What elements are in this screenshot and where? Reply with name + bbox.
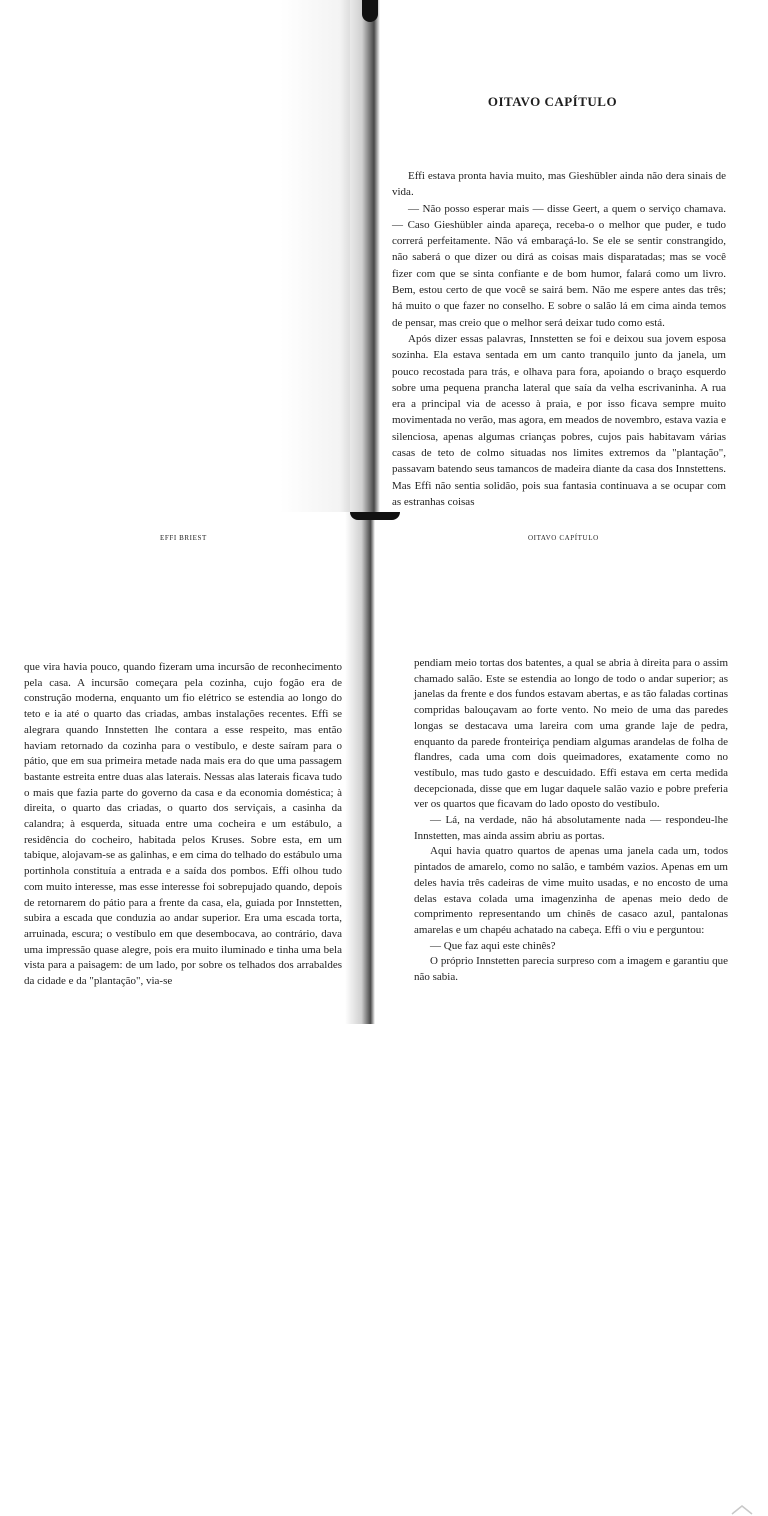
paragraph: O próprio Innstetten parecia surpreso com a imagem e garantiu que não sabia. [414, 955, 728, 984]
top-page-body [392, 168, 726, 510]
paragraph: Após dizer essas palavras, Innstetten se foi e deixou sua jovem esposa sozinha. Ela estava sentada em um canto tranquilo junto da janela, um pouco recostada para trás, e olhava para fora, apoiando o braço esquerdo sobre uma pequena prancha lateral que saía da velha escrivaninha. A rua era a principal via de acesso à praia, e por isso ficava sempre muito movimentada no verão, mas agora, em meados de novembro, estava vazia e silenciosa, apenas algumas crianças pobres, cujos pais habitavam várias casas de teto de colmo situadas nos limites extremos da "plantação", passavam batendo seus tamancos de madeira diante da casa dos Innstettens. Mas Effi não sentia solidão, pois sua fantasia continuava a se ocupar com as estranhas coisas [392, 332, 726, 508]
arrow-watermark-icon [730, 1504, 754, 1516]
paragraph: Effi estava pronta havia muito, mas Gieshübler ainda não dera sinais de vida. [392, 170, 726, 199]
left-page-body [24, 660, 342, 990]
paragraph: — Não posso esperar mais — disse Geert, a quem o serviço chamava. — Caso Gieshübler ainda apareça, receba-o o melhor que puder, e tudo correrá perfeitamente. Não vá embaraçá-lo. Se ele se sentir constrangido, não saberá o que dizer ou dirá as coisas mais disparatadas; mas se você fizer com que se sinta confiante e de bom humor, falará como um livro. Bem, estou certo de que você se sairá bem. Não me espere antes das três; há muito o que fazer no conselho. E sobre o salão lá em cima ainda temos de pensar, mas creio que o melhor será deixar tudo como está. [392, 202, 726, 329]
paragraph: Aqui havia quatro quartos de apenas uma janela cada um, todos pintados de amarelo, como no salão, e também vazios. Apenas em um deles havia três cadeiras de vime muito usadas, e no encosto de uma delas estava colada uma imagenzinha de apenas meio dedo de comprimento representando um chinês de casaco azul, pantalonas amarelas e um chapéu achatado na cabeça. Effi o viu e perguntou: [414, 845, 728, 936]
paragraph: — Lá, na verdade, não há absolutamente nada — respondeu-lhe Innstetten, mas ainda assim abriu as portas. [414, 814, 728, 842]
chapter-title: OITAVO CAPÍTULO [487, 94, 618, 109]
paragraph: — Que faz aqui este chinês? [430, 939, 556, 952]
paragraph: que vira havia pouco, quando fizeram uma incursão de reconhecimento pela casa. A incursão começara pela cozinha, cujo fogão era de construção moderna, enquanto um fio elétrico se estendia ao longo do teto e ia até o quarto das criadas, ambas instalações recentes. Effi se alegrara quando Innstetten lhe contara a esse respeito, mas então haviam retornado da cozinha para o vestíbulo, e deste saíram para o pátio, que em sua primeira metade nada mais era do que uma passagem bastante estreita entre duas alas laterais. Nessas alas laterais ficava tudo o mais que fazia parte do governo da casa e da economia doméstica; à direita, o quarto das criadas, o quarto dos serviçais, a casinha da calandra; à esquerda, situada entre uma cocheira e um estábulo, a residência do cocheiro, habitada pelos Kruses. Sobre esta, em um tabique, alojavam-se as galinhas, e em cima do telhado do estábulo uma portinhola constituía a entrada e a saída dos pombos. Effi olhou tudo com muito interesse, mas esse interesse foi sobrepujado quando, depois de retornarem do pátio para a frente da casa, ela, guiada por Innstetten, subira a escada que conduzia ao andar superior. Era uma escada torta, arruinada, escura; o vestíbulo em que desembocava, ao contrário, dava uma impressão quase alegre, pois era muito iluminado e tinha uma bela vista para a paisagem: de um lado, por sobre os telhados dos arrabaldes da cidade e da "plantação", via-se [24, 661, 342, 988]
top-book-spread [0, 0, 768, 512]
right-page-body [414, 656, 728, 986]
paragraph: pendiam meio tortas dos batentes, a qual se abria à direita para o assim chamado salão. Este se estendia ao longo de todo o andar superior; as janelas da frente e dos fundos estavam abertas, e as tão faladas cortinas compridas balouçavam ao forte vento. No meio de uma das paredes longas se destacava uma lareira com uma grande laje de pedra, enquanto da parede fronteiriça pendiam algumas arandelas de folha de flandres, cada uma com dois queimadores, exatamente como no vestíbulo, mas tudo gasto e descuidado. Effi estava em certa medida decepcionada, disse que em lugar daquele salão vazio e pobre preferia ver os quartos que ficavam do lado oposto do vestíbulo. [414, 657, 728, 811]
gutter-edge [362, 0, 378, 22]
blank-left-page [0, 0, 350, 512]
right-running-head: OITAVO CAPÍTULO [528, 534, 599, 542]
book-gutter-shadow [345, 512, 375, 1024]
bottom-book-spread [0, 512, 768, 1024]
gutter-edge [350, 512, 400, 520]
left-running-head: EFFI BRIEST [160, 534, 207, 542]
book-gutter-shadow [340, 0, 380, 512]
